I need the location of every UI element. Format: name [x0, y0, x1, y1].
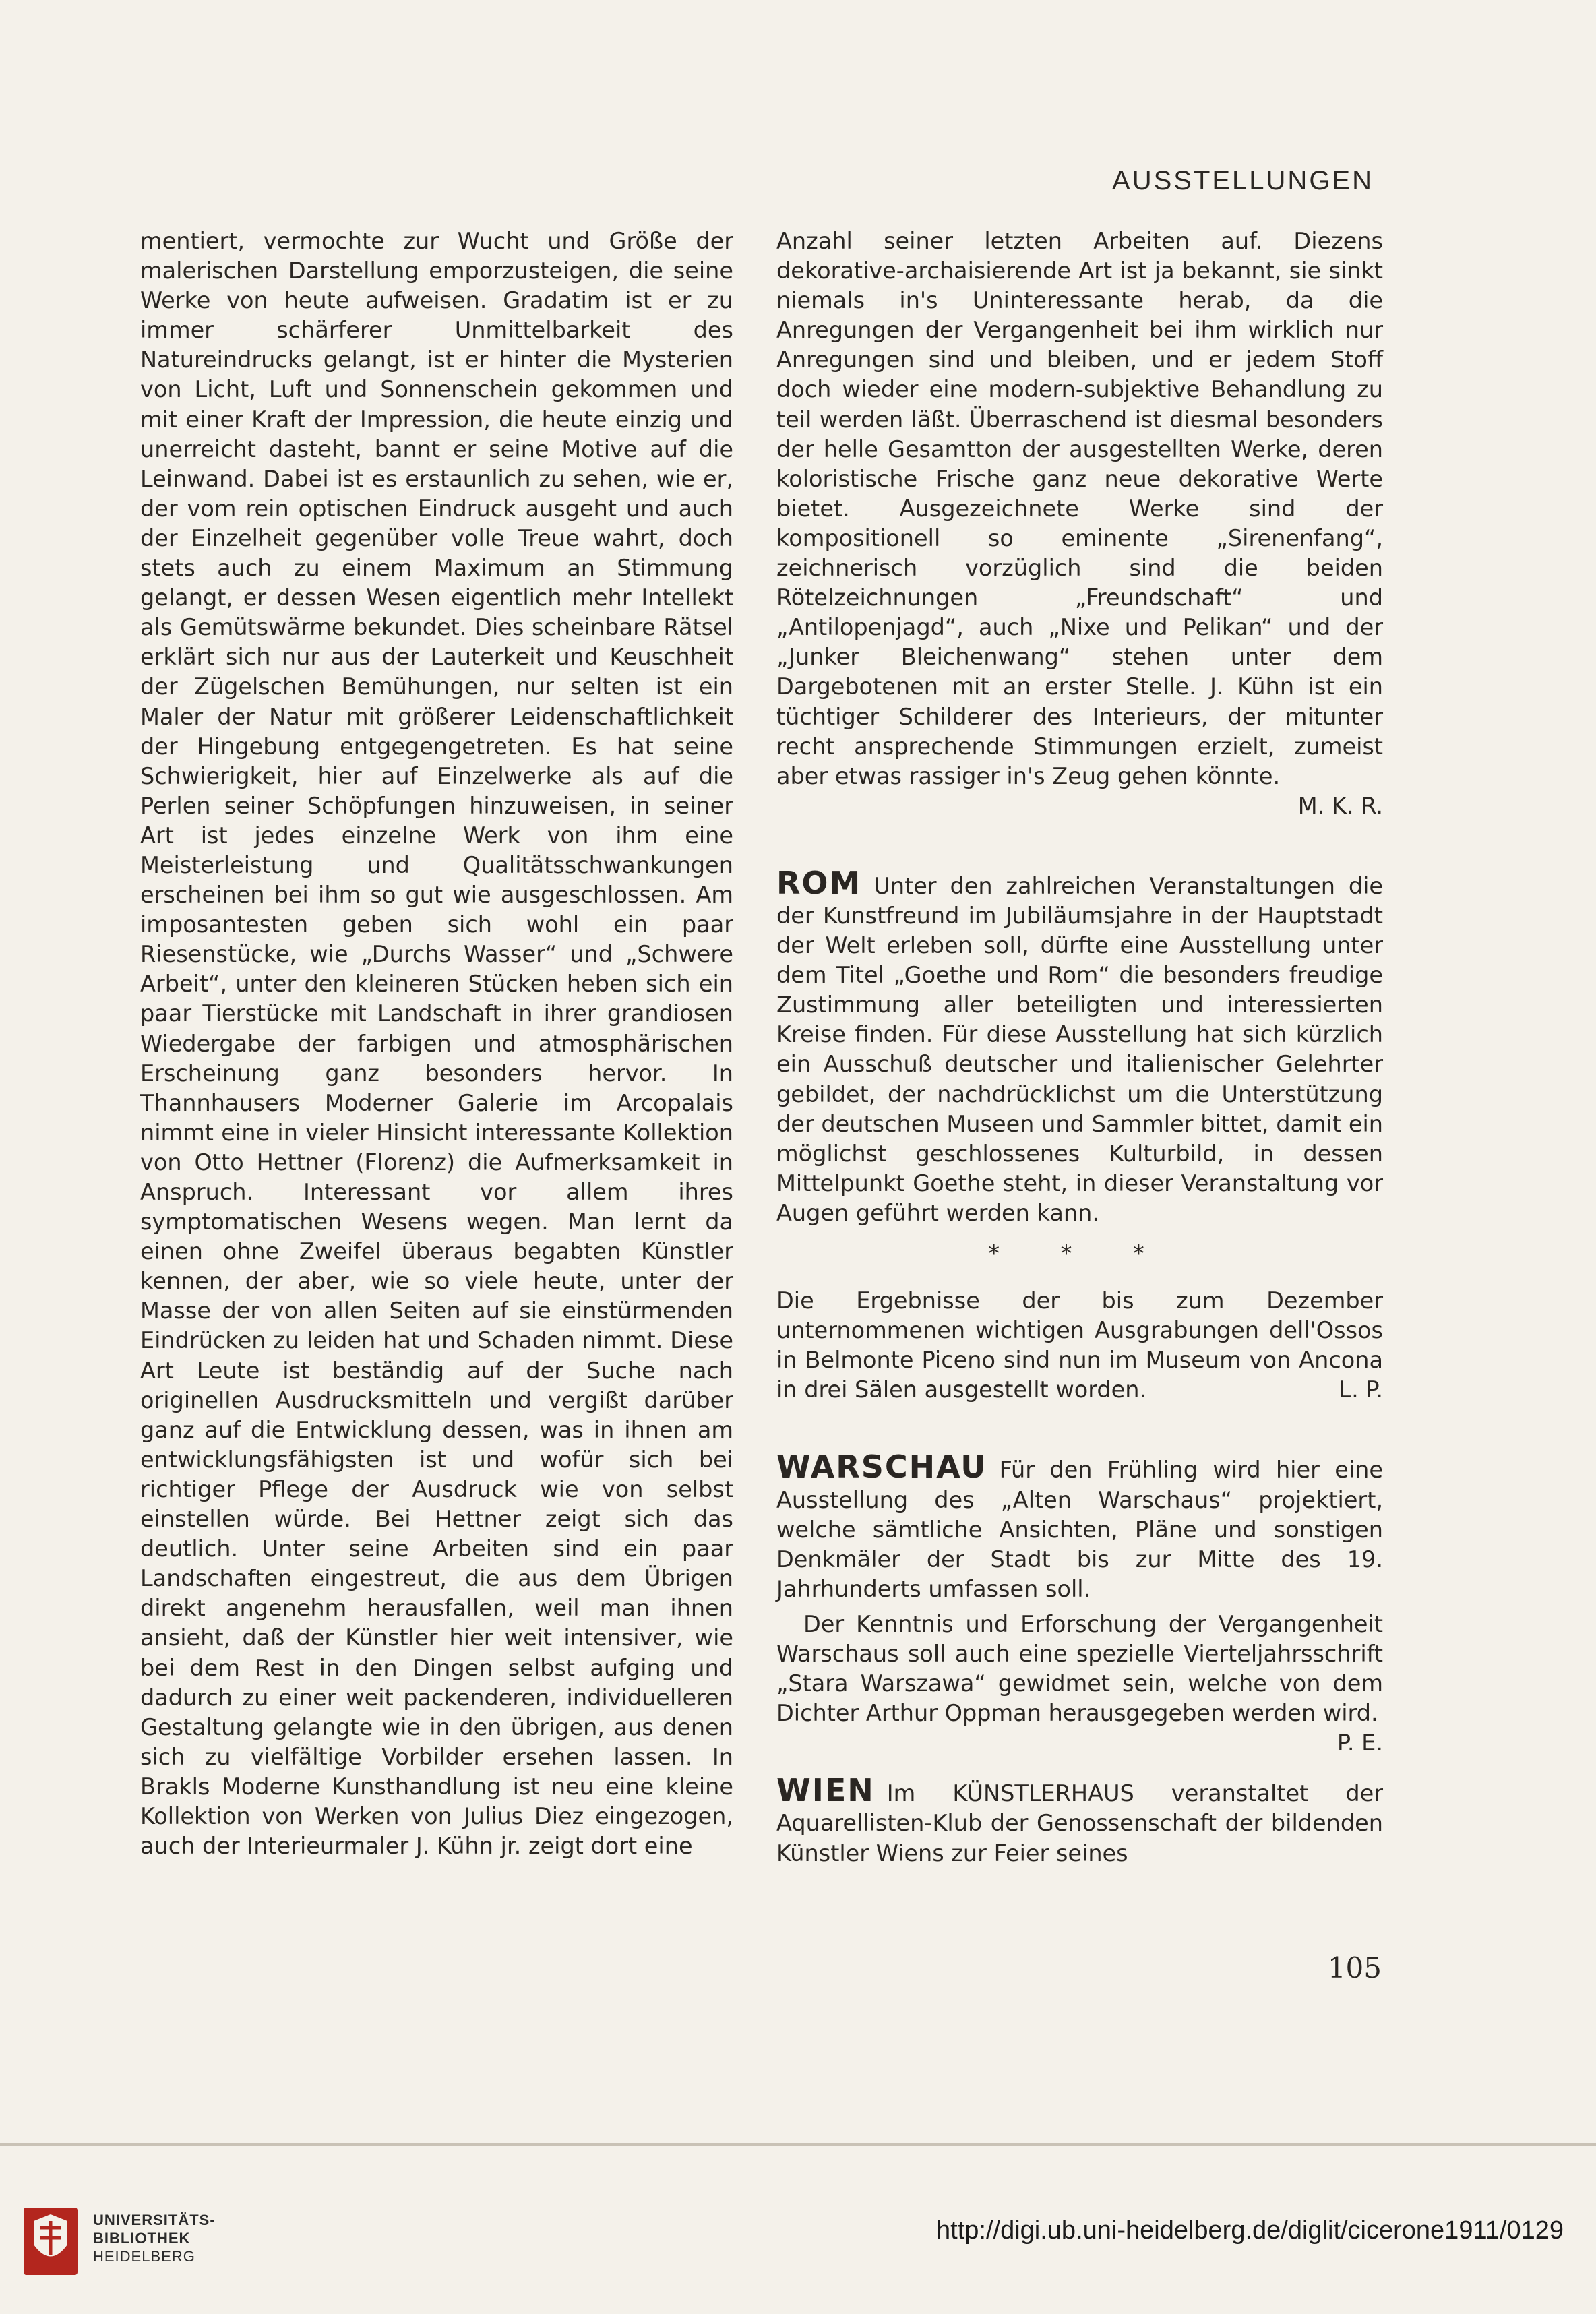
asterisk-divider: * * *: [988, 1240, 1171, 1267]
institution-line-1: UNIVERSITÄTS-: [93, 2212, 216, 2228]
section-rom: [776, 864, 1383, 1405]
institution-line-3: HEIDELBERG: [93, 2248, 195, 2265]
source-url-link[interactable]: http://digi.ub.uni-heidelberg.de/diglit/cicerone1911/0129: [936, 2216, 1564, 2245]
continuation-signature: M. K. R.: [1297, 792, 1383, 819]
warschau-signature: P. E.: [1337, 1730, 1383, 1757]
rom-text-2-body: Die Ergebnisse der bis zum Dezember unternommenen wichtigen Ausgrabungen dell'Ossos in Belmonte Piceno sind nun im Museum von Ancona in drei Sälen ausgestellt worden.: [776, 1287, 1383, 1403]
right-column: [776, 226, 1383, 1868]
rom-heading: ROM: [776, 864, 862, 901]
university-seal-icon: [20, 2204, 81, 2278]
footer-divider: [0, 2143, 1596, 2146]
left-column-text: mentiert, vermochte zur Wucht und Größe der malerischen Darstellung emporzusteigen, die seine Werke von heute aufweisen. Gradatim ist er zu immer schärferer Unmittelbarkeit des Natureindrucks gelangt, ist er hinter die Mysterien von Licht, Luft und Sonnenschein gekommen und mit einer Kraft der Impression, die heute einzig und unerreicht dasteht, bannt er seine Motive auf die Leinwand. Dabei ist es erstaunlich zu sehen, wie er, der vom rein optischen Eindruck ausgeht und auch der Einzelheit gegenüber volle Treue wahrt, doch stets auch zu einem Maximum an Stimmung gelangt, er dessen Wesen eigentlich mehr Intellekt als Gemütswärme bekundet. Dies scheinbare Rätsel erklärt sich nur aus der Lauterkeit und Keuschheit der Zügelschen Bemühungen, nur selten ist ein Maler der Natur mit größerer Leidenschaftlichkeit der Hingebung entgegengetreten. Es hat seine Schwierigkeit, hier auf Einzelwerke als auf die Perlen seiner Schöpfungen hinzuweisen, in seiner Art ist jedes einzelne Werk von ihm eine Meisterleistung und Qualitätsschwankungen erscheinen bei ihm so gut wie ausgeschlossen. Am imposantesten geben sich wohl ein paar Riesenstücke, wie „Durchs Wasser“ und „Schwere Arbeit“, unter den kleineren Stücken heben sich ein paar Tierstücke mit Landschaft in ihrer grandiosen Wiedergabe der farbigen und atmosphärischen Erscheinung ganz besonders hervor. In Thannhausers Moderner Galerie im Arcopalais nimmt eine in vieler Hinsicht interessante Kollektion von Otto Hettner (Florenz) die Aufmerksamkeit in Anspruch. Interessant vor allem ihres symptomatischen Wesens wegen. Man lernt da einen ohne Zweifel überaus begabten Künstler kennen, der aber, wie so viele heute, unter der Masse der von allen Seiten auf sie einstürmenden Eindrücken zu leiden hat und Schaden nimmt. Diese Art Leute ist beständig auf der Suche nach originellen Ausdrucksmitteln und vergißt darüber ganz auf die Entwicklung dessen, was in ihnen am entwicklungsfähigsten ist und wofür sich bei richtiger Pflege der Ausdruck wie von selbst einstellen würde. Bei Hettner zeigt sich das deutlich. Unter seine Arbeiten sind ein paar Landschaften eingestreut, die aus dem Übrigen direkt angenehm herausfallen, weil man ihnen ansieht, daß der Künstler hier weit intensiver, wie bei dem Rest in den Dingen selbst aufging und dadurch zu einer weit packenderen, individuelleren Gestaltung gelangte wie in den übrigen, aus denen sich zu vielfältige Vorbilder ersehen lassen. In Brakls Moderne Kunsthandlung ist neu eine kleine Kollektion von Werken von Julius Diez eingezogen, auch der Interieurmaler J. Kühn jr. zeigt dort eine: [140, 228, 733, 1860]
institution-line-2: BIBLIOTHEK: [93, 2230, 191, 2247]
viewer-footer: [0, 2143, 1596, 2314]
rom-text: Unter den zahlreichen Veranstaltungen die der Kunstfreund im Jubiläumsjahre in der Hauptstadt der Welt erleben soll, dürfte eine Ausstellung unter dem Titel „Goethe und Rom“ die besonders freudige Zustimmung aller beteiligten und interessierten Kreise finden. Für diese Ausstellung hat sich kürzlich ein Ausschuß deutscher und italienischer Gelehrter gebildet, der nachdrücklichst um die Unterstützung der deutschen Museen und Sammler bittet, damit ein möglichst geschlossenes Kulturbild, in dessen Mittelpunkt Goethe steht, in dieser Veranstaltung vor Augen geführt werden kann.: [776, 872, 1383, 1226]
institution-name: [93, 2211, 216, 2265]
warschau-paragraph: [776, 1449, 1383, 1604]
wien-text: Im KÜNSTLERHAUS veranstaltet der Aquarellisten-Klub der Genossenschaft der bildenden Künstler Wiens zur Feier seines: [776, 1780, 1383, 1866]
rom-signature: L. P.: [1339, 1376, 1383, 1403]
rom-text-2: [776, 1286, 1383, 1405]
warschau-text-2: [776, 1610, 1383, 1757]
rom-paragraph: [776, 864, 1383, 1228]
left-column: [140, 226, 733, 1861]
page-number: 105: [1327, 1951, 1382, 1984]
wien-heading: WIEN: [776, 1772, 875, 1809]
continuation-text: Anzahl seiner letzten Arbeiten auf. Diezens dekorative-archaisierende Art ist ja bekannt, sie sinkt niemals in's Uninteressante herab, da die Anregungen der Vergangenheit bei ihm wirklich nur Anregungen sind und bleiben, und er jedem Stoff doch wieder eine modern-subjektive Behandlung zu teil werden läßt. Überraschend ist diesmal besonders der helle Gesamtton der ausgestellten Werke, deren koloristische Frische ganz neue dekorative Werte bietet. Ausgezeichnete Werke sind der kompositionell so eminente „Sirenenfang“, zeichnerisch vorzüglich sind die beiden Rötelzeichnungen „Freundschaft“ und „Antilopenjagd“, auch „Nixe und Pelikan“ und der „Junker Bleichenwang“ stehen unter dem Dargebotenen mit an erster Stelle. J. Kühn ist ein tüchtiger Schilderer des Interieurs, der mitunter recht ansprechende Stimmungen erzielt, zumeist aber etwas rassiger in's Zeug gehen könnte.: [776, 228, 1383, 789]
warschau-heading: WARSCHAU: [776, 1449, 987, 1486]
section-wien: [776, 1772, 1383, 1868]
warschau-text-2-body: Der Kenntnis und Erforschung der Vergangenheit Warschaus soll auch eine spezielle Vierteljahrsschrift „Stara Warszawa“ gewidmet sein, welche von dem Dichter Arthur Oppman herausgegeben werden wird.: [776, 1610, 1383, 1727]
running-head: AUSSTELLUNGEN: [1112, 166, 1374, 195]
section-warschau: [776, 1449, 1383, 1757]
wien-paragraph: [776, 1772, 1383, 1868]
warschau-text: Für den Frühling wird hier eine Ausstellung des „Alten Warschaus“ projektiert, welche sämtliche Ansichten, Pläne und sonstigen Denkmäler der Stadt bis zur Mitte des 19. Jahrhunderts umfassen soll.: [776, 1457, 1383, 1602]
